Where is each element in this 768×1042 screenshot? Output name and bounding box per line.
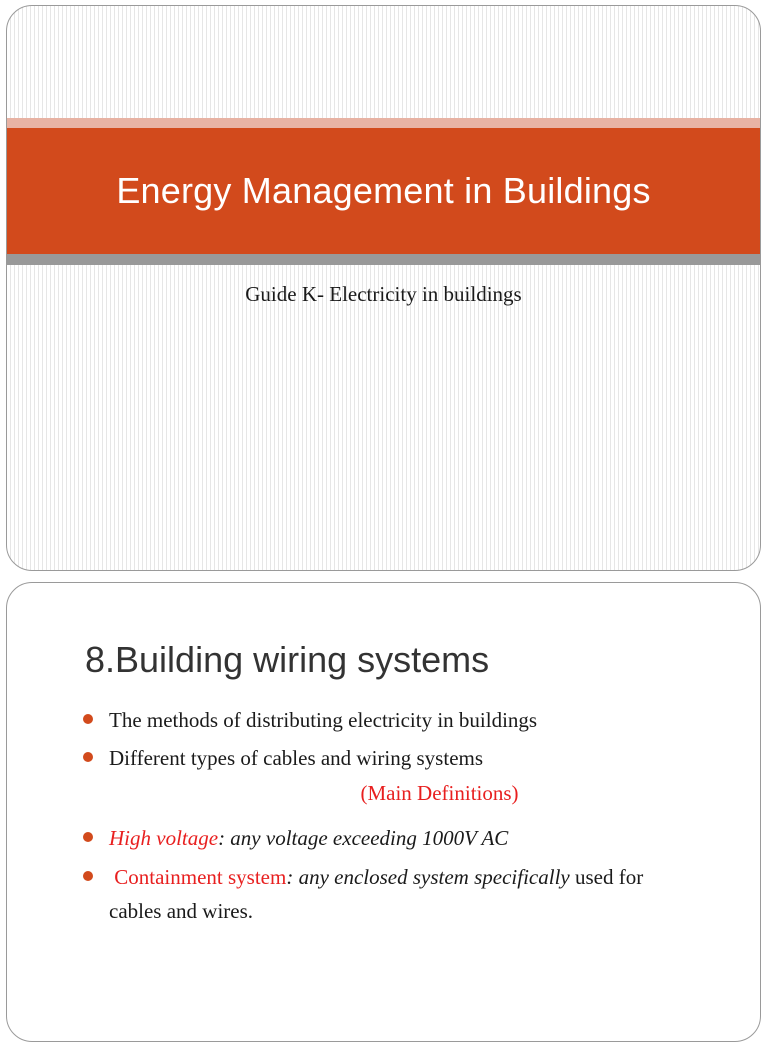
bullet-dot-icon <box>83 871 93 881</box>
title-top-strip <box>7 118 760 128</box>
section-heading: 8.Building wiring systems <box>85 639 490 680</box>
slide-title: Energy Management in Buildings <box>116 170 651 211</box>
definition-text: : any voltage exceeding 1000V AC <box>218 826 509 850</box>
bullet-item-3 <box>83 821 508 855</box>
definition-text-line2: cables and wires. <box>109 899 254 923</box>
slide-subtitle: Guide K- Electricity in buildings <box>245 282 522 306</box>
definition-text: : any enclosed system specifically <box>286 865 570 889</box>
bullet-item-2 <box>83 741 483 775</box>
bullet-item-4 <box>83 860 643 928</box>
title-bottom-strip <box>7 254 760 265</box>
bullet-text: The methods of distributing electricity in buildings <box>109 708 538 732</box>
bullet-dot-icon <box>83 752 93 762</box>
definition-term: High voltage <box>109 826 219 850</box>
bullet-text: Different types of cables and wiring systems <box>109 746 484 770</box>
bullet-dot-icon <box>83 832 93 842</box>
title-slide <box>6 5 761 571</box>
definition-text-rest: used for <box>569 865 644 889</box>
bullet-item-1 <box>83 703 537 737</box>
bullet-dot-icon <box>83 714 93 724</box>
title-band <box>7 128 760 254</box>
main-definitions-label: (Main Definitions) <box>360 781 519 805</box>
definition-term: Containment system <box>114 865 287 889</box>
content-slide <box>6 582 761 1042</box>
